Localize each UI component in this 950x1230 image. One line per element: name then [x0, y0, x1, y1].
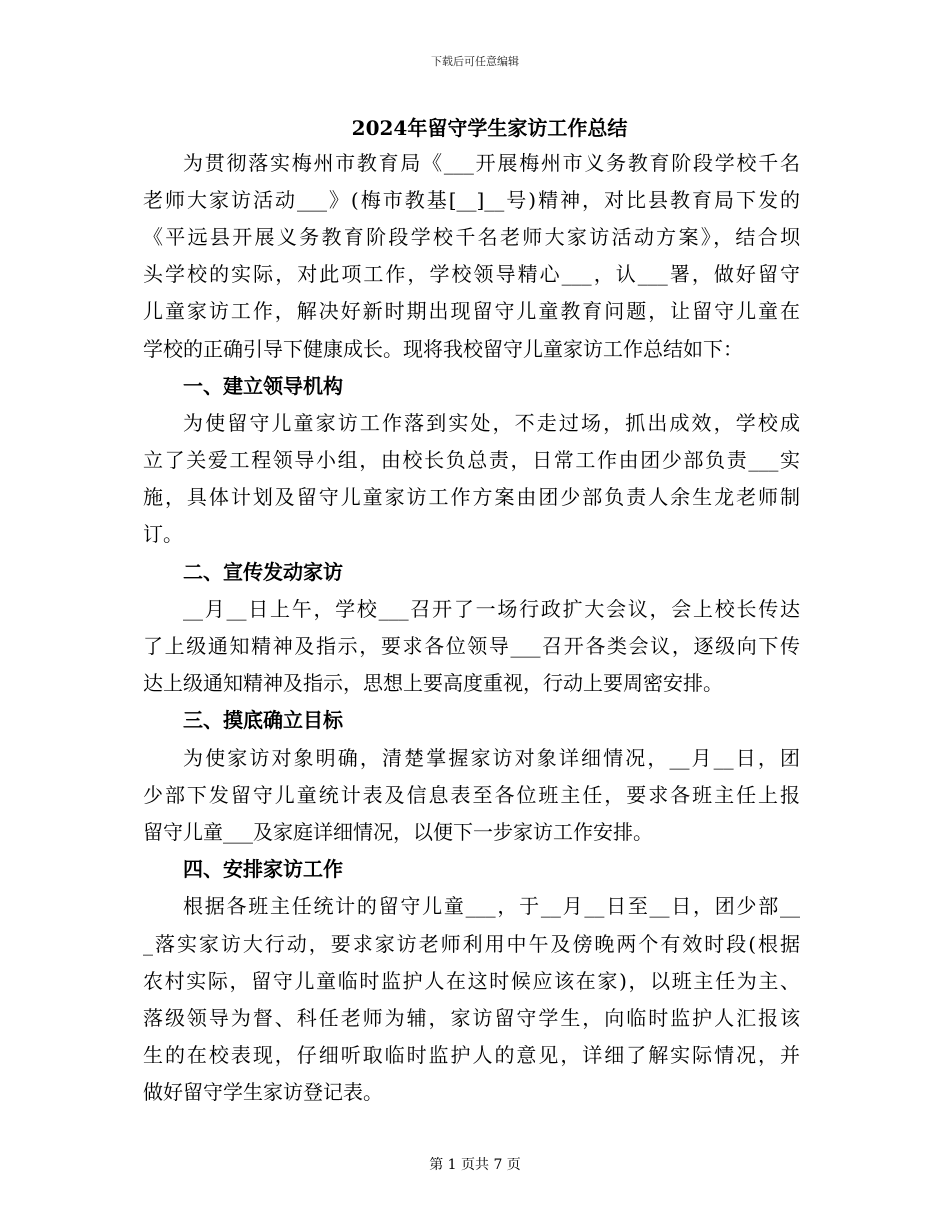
paragraph-line: 老师大家访活动___》(梅市教基[__]__号)精神，对比县教育局下发的: [143, 187, 800, 212]
paragraph: [143, 740, 800, 852]
section-heading: 三、摸底确立目标: [183, 708, 343, 733]
paragraph: [143, 145, 800, 368]
paragraph-line: 农村实际，留守儿童临时监护人在这时候应该在家)，以班主任为主、: [143, 968, 800, 993]
paragraph-line: 《平远县开展义务教育阶段学校千名老师大家访活动方案》，结合坝: [143, 224, 800, 249]
paragraph: [143, 405, 800, 554]
paragraph-line: 头学校的实际，对此项工作，学校领导精心___，认___署，做好留守: [143, 262, 800, 287]
paragraph-line: 订。: [143, 522, 183, 547]
paragraph-line: 达上级通知精神及指示，思想上要高度重视，行动上要周密安排。: [143, 671, 723, 696]
paragraph-line: 了上级通知精神及指示，要求各位领导___召开各类会议，逐级向下传: [143, 634, 800, 659]
section-heading: 一、建立领导机构: [183, 373, 343, 398]
paragraph-line: _落实家访大行动，要求家访老师利用中午及傍晚两个有效时段(根据: [143, 931, 800, 956]
page-number: 第 1 页共 7 页: [429, 1157, 521, 1173]
paragraph-line: 立了关爱工程领导小组，由校长负总责，日常工作由团少部负责___实: [143, 448, 800, 473]
paragraph-line: 为使留守儿童家访工作落到实处，不走过场，抓出成效，学校成: [183, 410, 800, 435]
paragraph-line: __月__日上午，学校___召开了一场行政扩大会议，会上校长传达: [183, 596, 800, 621]
document-title: 2024年留守学生家访工作总结: [351, 116, 628, 140]
section-heading: 四、安排家访工作: [183, 857, 343, 882]
paragraph-line: 生的在校表现，仔细听取临时监护人的意见，详细了解实际情况，并: [143, 1043, 800, 1068]
section-heading: 二、宣传发动家访: [183, 559, 343, 584]
paragraph-line: 落级领导为督、科任老师为辅，家访留守学生，向临时监护人汇报该: [143, 1005, 800, 1030]
header-note: 下载后可任意编辑: [431, 55, 519, 68]
paragraph-line: 留守儿童___及家庭详细情况，以便下一步家访工作安排。: [143, 819, 653, 844]
paragraph: [143, 591, 800, 703]
document-body: [143, 145, 800, 1112]
paragraph-line: 为贯彻落实梅州市教育局《___开展梅州市义务教育阶段学校千名: [183, 150, 800, 175]
paragraph-line: 根据各班主任统计的留守儿童___，于__月__日至__日，团少部__: [183, 894, 800, 919]
paragraph-line: 学校的正确引导下健康成长。现将我校留守儿童家访工作总结如下：: [143, 336, 743, 361]
paragraph-line: 施，具体计划及留守儿童家访工作方案由团少部负责人余生龙老师制: [143, 485, 800, 510]
paragraph-line: 为使家访对象明确，清楚掌握家访对象详细情况，__月__日，团: [183, 745, 800, 770]
paragraph-line: 做好留守学生家访登记表。: [143, 1080, 383, 1105]
paragraph: [143, 888, 800, 1111]
paragraph-line: 少部下发留守儿童统计表及信息表至各位班主任，要求各班主任上报: [143, 782, 800, 807]
paragraph-line: 儿童家访工作，解决好新时期出现留守儿童教育问题，让留守儿童在: [143, 299, 800, 324]
